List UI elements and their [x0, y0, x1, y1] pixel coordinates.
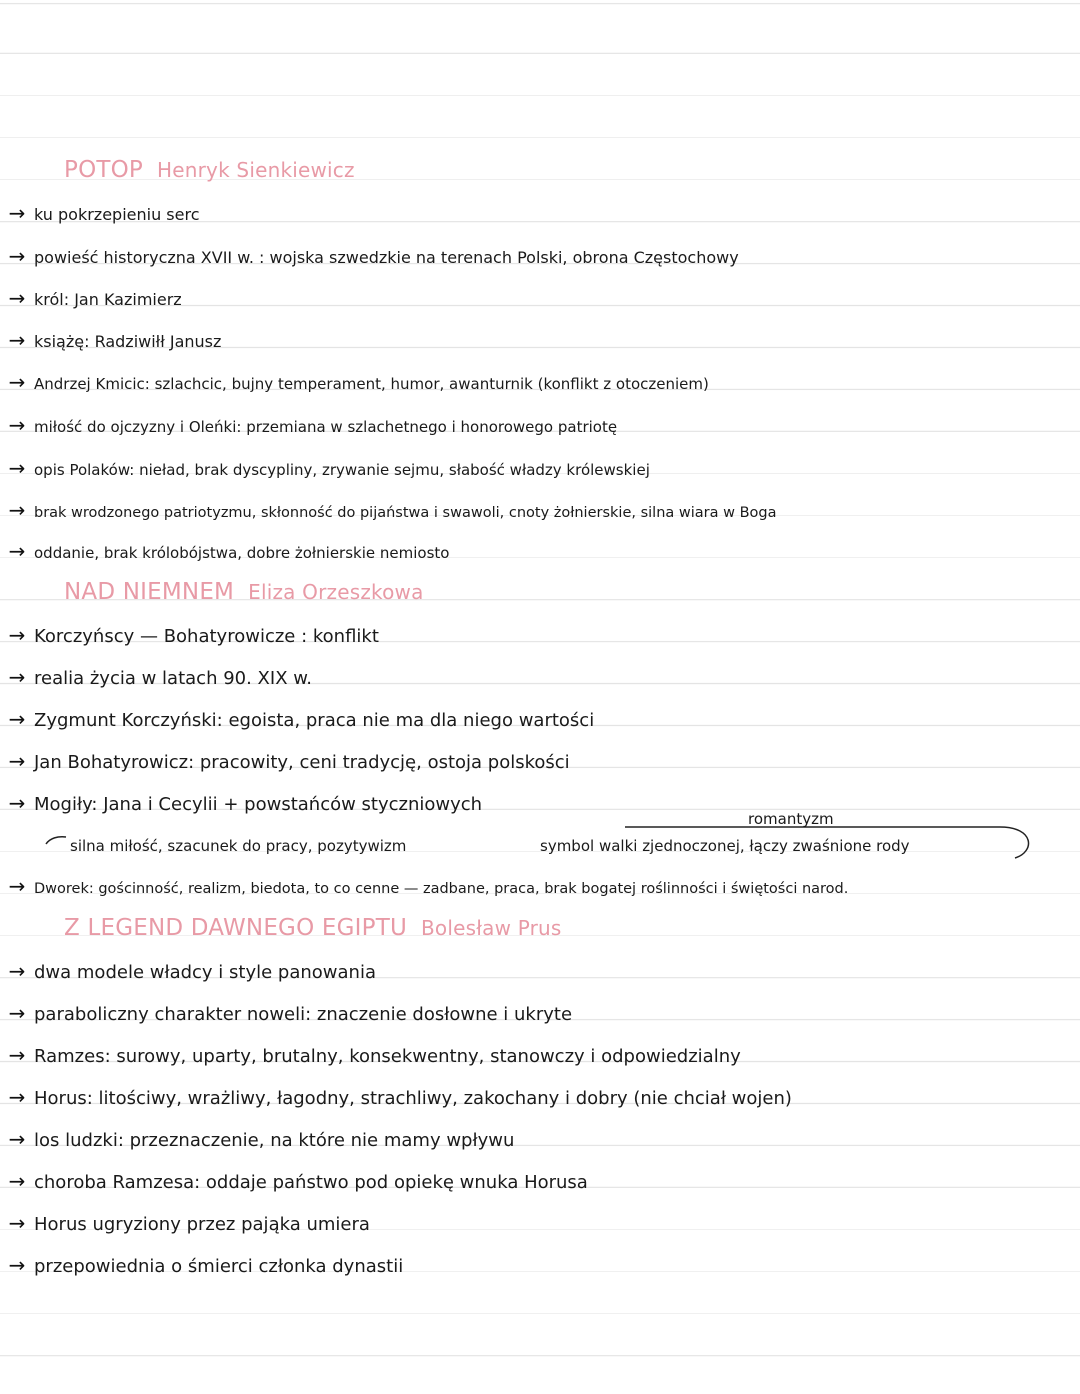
note-line: → brak wrodzonego patriotyzmu, skłonność do pijaństwa i swawoli, cnoty żołnierskie, silna wiara w Boga	[0, 490, 776, 530]
note-line: → opis Polaków: nieład, brak dyscypliny, zrywanie sejmu, słabość władzy królewskiej	[0, 448, 650, 488]
section-author: Henryk Sienkiewicz	[157, 158, 355, 182]
note-line: → paraboliczny charakter noweli: znaczenie dosłowne i ukryte	[0, 993, 572, 1033]
note-line: → Korczyńscy — Bohatyrowicze : konflikt	[0, 615, 379, 655]
note-line: → Ramzes: surowy, uparty, brutalny, konsekwentny, stanowczy i odpowiedzialny	[0, 1035, 741, 1075]
subnote-positivism: silna miłość, szacunek do pracy, pozytywizm	[70, 837, 407, 855]
arrow-icon: →	[8, 413, 26, 437]
note-line: → los ludzki: przeznaczenie, na które nie mamy wpływu	[0, 1119, 514, 1159]
section-author: Eliza Orzeszkowa	[248, 580, 424, 604]
arrow-icon: →	[8, 959, 26, 983]
arrow-icon: →	[8, 1127, 26, 1151]
arrow-icon: →	[8, 328, 26, 352]
note-line: → realia życia w latach 90. XIX w.	[0, 657, 312, 697]
subnote-symbol: symbol walki zjednoczonej, łączy zwaśnione rody	[540, 837, 910, 855]
note-line: → ku pokrzepieniu serc	[0, 193, 200, 233]
note-line: → miłość do ojczyzny i Oleńki: przemiana w szlachetnego i honorowego patriotę	[0, 405, 617, 445]
note-line: → powieść historyczna XVII w. : wojska szwedzkie na terenach Polski, obrona Częstochowy	[0, 236, 739, 276]
section-title: Z LEGEND DAWNEGO EGIPTU	[64, 915, 407, 941]
section-title: POTOP	[64, 157, 143, 183]
note-line: → Jan Bohatyrowicz: pracowity, ceni tradycję, ostoja polskości	[0, 741, 570, 781]
arrow-icon: →	[8, 1085, 26, 1109]
arrow-icon: →	[8, 707, 26, 731]
note-line: → Dworek: gościnność, realizm, biedota, to co cenne — zadbane, praca, brak bogatej roślinności i świętości narod.	[0, 866, 848, 906]
arrow-icon: →	[8, 1211, 26, 1235]
section-heading-potop	[64, 150, 355, 190]
note-line: → Mogiły: Jana i Cecylii + powstańców styczniowych	[0, 783, 482, 823]
arrow-icon: →	[8, 665, 26, 689]
arrow-icon: →	[8, 1253, 26, 1277]
section-title: NAD NIEMNEM	[64, 579, 235, 605]
section-heading-z-legend	[64, 908, 562, 948]
arrow-icon: →	[8, 539, 26, 563]
section-heading-nad-niemnem	[64, 572, 424, 612]
connector-hook	[46, 837, 66, 844]
arrow-icon: →	[8, 1001, 26, 1025]
arrow-icon: →	[8, 286, 26, 310]
arrow-icon: →	[8, 456, 26, 480]
note-line: → Horus ugryziony przez pająka umiera	[0, 1203, 370, 1243]
note-line: → Andrzej Kmicic: szlachcic, bujny temperament, humor, awanturnik (konflikt z otoczeniem)	[0, 362, 709, 402]
arrow-icon: →	[8, 370, 26, 394]
note-line: → Zygmunt Korczyński: egoista, praca nie ma dla niego wartości	[0, 699, 594, 739]
arrow-icon: →	[8, 1169, 26, 1193]
section-author: Bolesław Prus	[421, 916, 562, 940]
arrow-icon: →	[8, 791, 26, 815]
note-line: → król: Jan Kazimierz	[0, 278, 182, 318]
note-line: → oddanie, brak królobójstwa, dobre żołnierskie nemiosto	[0, 531, 449, 571]
note-line: → książę: Radziwiłł Janusz	[0, 320, 221, 360]
note-line: → przepowiednia o śmierci członka dynastii	[0, 1245, 403, 1285]
subnote-romanticism: romantyzm	[748, 810, 834, 828]
arrow-icon: →	[8, 244, 26, 268]
note-line: → choroba Ramzesa: oddaje państwo pod opiekę wnuka Horusa	[0, 1161, 588, 1201]
arrow-icon: →	[8, 201, 26, 225]
arrow-icon: →	[8, 498, 26, 522]
arrow-icon: →	[8, 874, 26, 898]
arrow-icon: →	[8, 623, 26, 647]
arrow-icon: →	[8, 749, 26, 773]
note-line: → dwa modele władcy i style panowania	[0, 951, 376, 991]
note-line: → Horus: litościwy, wrażliwy, łagodny, strachliwy, zakochany i dobry (nie chciał wojen)	[0, 1077, 792, 1117]
arrow-icon: →	[8, 1043, 26, 1067]
